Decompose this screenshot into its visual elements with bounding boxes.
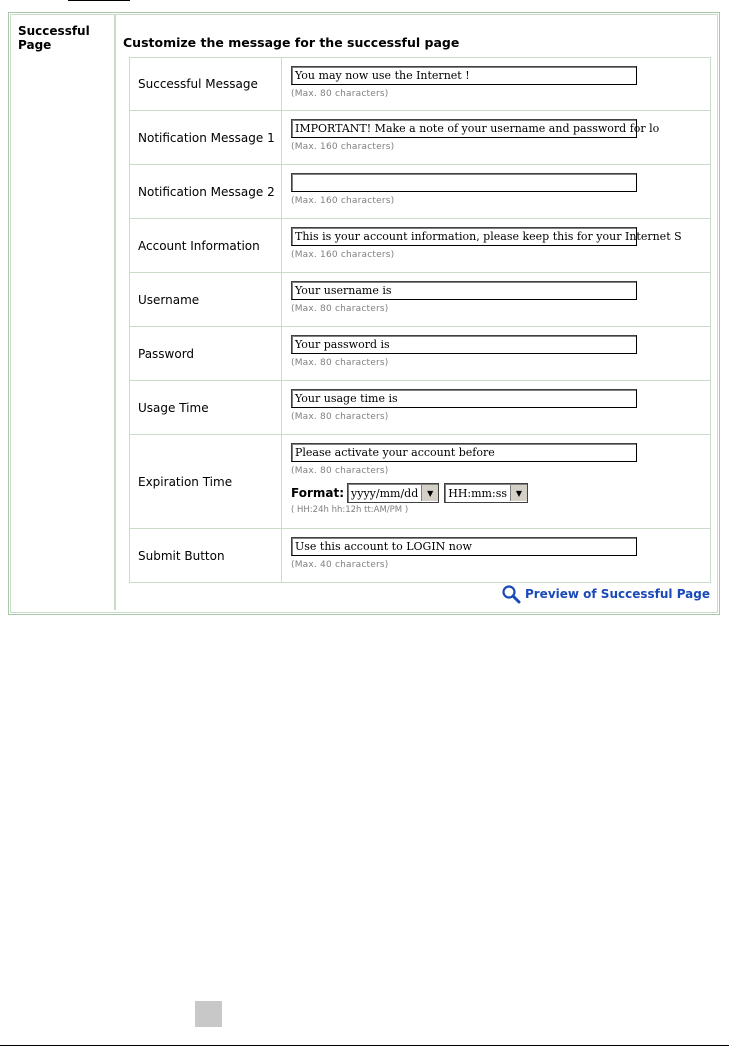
preview-successful-page-link[interactable] xyxy=(501,584,710,604)
section-label: Successful Page xyxy=(18,24,90,52)
footer-rule xyxy=(0,1045,729,1046)
row-submit-button xyxy=(129,529,711,583)
row-label: Expiration Time xyxy=(130,435,282,528)
row-username xyxy=(129,273,711,327)
row-account-information xyxy=(129,219,711,273)
row-notification-message-1 xyxy=(129,111,711,165)
username-input[interactable]: Your username is xyxy=(291,281,637,300)
notification-message-2-input[interactable] xyxy=(291,173,637,192)
format-line xyxy=(291,483,533,503)
row-label: Username xyxy=(130,273,282,326)
top-rule xyxy=(68,0,130,1)
row-usage-time xyxy=(129,381,711,435)
row-label: Password xyxy=(130,327,282,380)
account-information-input[interactable]: This is your account information, please keep this for your Internet S xyxy=(291,227,637,246)
section-heading: Customize the message for the successful page xyxy=(123,35,460,50)
successful-message-input[interactable]: You may now use the Internet ! xyxy=(291,66,637,85)
chevron-down-icon: ▼ xyxy=(421,485,438,501)
max-chars-hint: (Max. 160 characters) xyxy=(291,142,395,152)
row-label: Notification Message 2 xyxy=(130,165,282,218)
row-successful-message xyxy=(129,58,711,111)
row-label: Submit Button xyxy=(130,529,282,582)
max-chars-hint: (Max. 80 characters) xyxy=(291,466,389,476)
notification-message-1-input[interactable]: IMPORTANT! Make a note of your username and password for lo xyxy=(291,119,637,138)
expiration-time-input[interactable]: Please activate your account before xyxy=(291,443,637,462)
format-label: Format: xyxy=(291,486,345,500)
format-hint: ( HH:24h hh:12h tt:AM/PM ) xyxy=(291,505,409,515)
row-expiration-time xyxy=(129,435,711,529)
time-format-select[interactable]: HH:mm:ss ▼ xyxy=(444,483,528,503)
submit-button-text-input[interactable]: Use this account to LOGIN now xyxy=(291,537,637,556)
max-chars-hint: (Max. 80 characters) xyxy=(291,412,389,422)
settings-cell xyxy=(115,15,714,610)
row-label: Notification Message 1 xyxy=(130,111,282,164)
page-marker xyxy=(195,1001,222,1027)
message-table xyxy=(129,57,711,583)
max-chars-hint: (Max. 160 characters) xyxy=(291,196,395,206)
section-label-cell xyxy=(11,15,115,610)
chevron-down-icon: ▼ xyxy=(510,485,527,501)
max-chars-hint: (Max. 80 characters) xyxy=(291,358,389,368)
preview-link-label: Preview of Successful Page xyxy=(524,587,710,601)
date-format-select[interactable]: yyyy/mm/dd ▼ xyxy=(347,483,439,503)
max-chars-hint: (Max. 40 characters) xyxy=(291,560,389,570)
row-label: Account Information xyxy=(130,219,282,272)
row-label: Usage Time xyxy=(130,381,282,434)
search-icon xyxy=(501,584,521,604)
successful-page-panel xyxy=(8,12,720,615)
row-label: Successful Message xyxy=(130,58,282,110)
max-chars-hint: (Max. 80 characters) xyxy=(291,89,389,99)
password-input[interactable]: Your password is xyxy=(291,335,637,354)
max-chars-hint: (Max. 160 characters) xyxy=(291,250,395,260)
row-notification-message-2 xyxy=(129,165,711,219)
usage-time-input[interactable]: Your usage time is xyxy=(291,389,637,408)
row-password xyxy=(129,327,711,381)
max-chars-hint: (Max. 80 characters) xyxy=(291,304,389,314)
